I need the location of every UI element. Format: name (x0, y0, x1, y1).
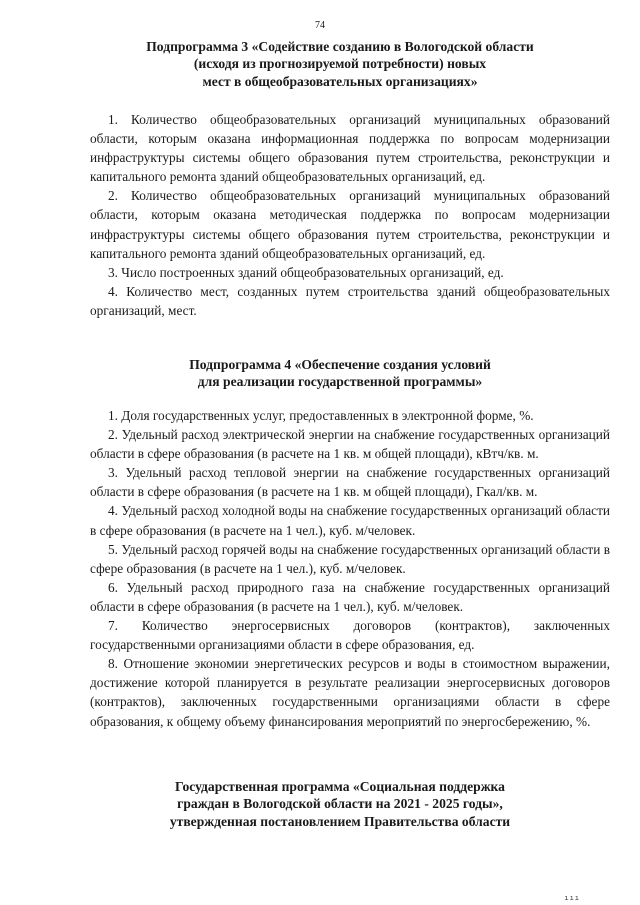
subprogram4-indicator-list (90, 406, 610, 731)
state-program-title-line: граждан в Вологодской области на 2021 - 2025 годы», (177, 796, 503, 812)
list-item: 1. Количество общеобразовательных организаций муниципальных образований области, которым оказана информационная поддержка по вопросам модернизации инфраструктуры системы общего образования путем строительства, реконструкции и капитального ремонта зданий общеобразовательных организаций, ед. (90, 112, 610, 185)
list-item: 1. Доля государственных услуг, предоставленных в электронной форме, %. (108, 408, 534, 423)
subprogram4-title (70, 356, 610, 391)
list-item: 4. Удельный расход холодной воды на снабжение государственных организаций области в сфере образования (в расчете на 1 чел.), куб. м/человек. (90, 503, 610, 538)
subprogram3-title-line: (исходя из прогнозируемой потребности) новых (193, 56, 487, 72)
list-item: 6. Удельный расход природного газа на снабжение государственных организаций области в сфере образования (в расчете на 1 чел.), куб. м/человек. (90, 579, 610, 614)
subprogram4-title-line: Подпрограмма 4 «Обеспечение создания условий (189, 357, 491, 372)
subprogram3-title-line: Подпрограмма 3 «Содействие созданию в Вологодской области (146, 39, 534, 54)
list-item: 7. Количество энергосервисных договоров (контрактов), заключенных государственными организациями области в сфере образования, ед. (90, 618, 610, 653)
state-program-title-line: Государственная программа «Социальная поддержка (175, 779, 505, 794)
list-item: 2. Удельный расход электрической энергии на снабжение государственных организаций области в сфере образования (в расчете на 1 кв. м общей площади), кВтч/кв. м. (90, 427, 610, 462)
list-item: 2. Количество общеобразовательных организаций муниципальных образований области, которым оказана методическая поддержка по вопросам модернизации инфраструктуры системы общего образования путем строительства, реконструкции и капитального ремонта зданий общеобразовательных организаций, ед. (90, 188, 610, 261)
list-item: 3. Число построенных зданий общеобразовательных организаций, ед. (108, 264, 504, 280)
list-item: 4. Количество мест, созданных путем строительства зданий общеобразовательных организаций, мест. (90, 283, 610, 318)
subprogram3-title-line: мест в общеобразовательных организациях» (202, 73, 478, 89)
state-program-title (70, 778, 610, 830)
subprogram3-title (70, 38, 610, 90)
list-item: 3. Удельный расход тепловой энергии на снабжение государственных организаций области в сфере образования (в расчете на 1 кв. м общей площади), Гкал/кв. м. (90, 465, 610, 500)
page-number: 74 (315, 20, 325, 31)
list-item: 5. Удельный расход горячей воды на снабжение государственных организаций области в сфере образования (в расчете на 1 чел.), куб. м/человек. (90, 541, 610, 576)
list-item: 8. Отношение экономии энергетических ресурсов и воды в стоимостном выражении, достижение которой планируется в результате реализации энергосервисных договоров (контрактов), заключенных государственными организациями области в сфере образования, к общему объему финансирования мероприятий по энергосбережению, %. (90, 656, 610, 729)
subprogram4-title-line: для реализации государственной программы» (197, 374, 483, 390)
subprogram3-indicator-list (90, 110, 610, 320)
corner-mark: ııı (564, 895, 580, 903)
state-program-title-line: утвержденная постановлением Правительства области (169, 813, 511, 829)
